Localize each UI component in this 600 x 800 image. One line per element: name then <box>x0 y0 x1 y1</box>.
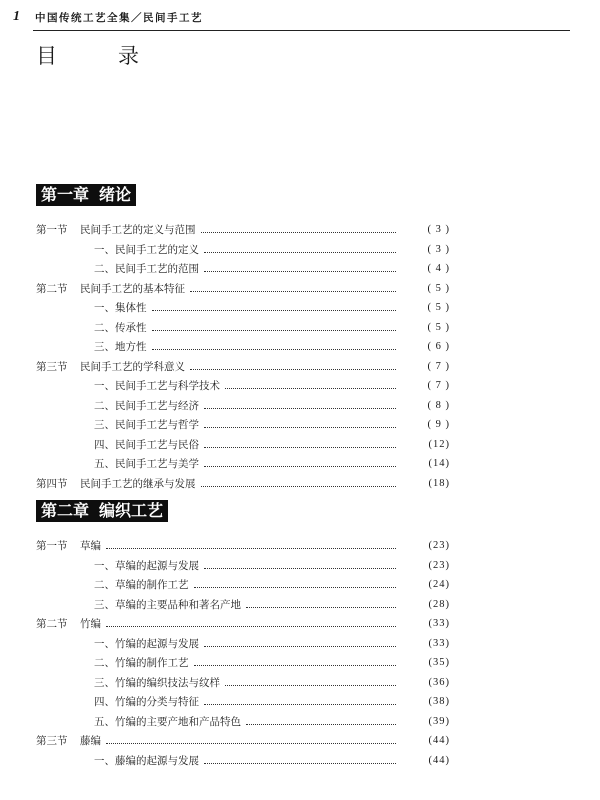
entry-text <box>94 754 396 768</box>
dot-leader <box>106 626 396 627</box>
entry-text <box>94 715 396 729</box>
toc-subsection-row[interactable] <box>36 676 450 690</box>
page-ref: (36) <box>428 676 450 688</box>
entry-title: 一、草编的起源与发展 <box>94 559 199 572</box>
entry-text <box>80 539 396 553</box>
entry-text <box>94 578 396 592</box>
chapter-number: 第一章 <box>41 185 90 204</box>
entry-text <box>94 321 396 335</box>
entry-title: 二、草编的制作工艺 <box>94 579 189 591</box>
entry-title: 民间手工艺的基本特征 <box>80 282 185 295</box>
toc-subsection-row[interactable] <box>36 418 450 432</box>
toc-subsection-row[interactable] <box>36 598 450 612</box>
page-ref: ( 8 ) <box>427 399 450 411</box>
entry-title: 藤编 <box>80 735 101 747</box>
toc-subsection-row[interactable] <box>36 637 450 651</box>
page-header <box>0 0 600 32</box>
entry-title: 一、竹编的起源与发展 <box>94 637 199 650</box>
entry-text <box>94 559 396 573</box>
dot-leader <box>152 349 397 350</box>
toc-subsection-row[interactable] <box>36 379 450 393</box>
toc-subsection-row[interactable] <box>36 715 450 729</box>
entry-text <box>94 457 396 471</box>
entry-text <box>94 418 396 432</box>
page-ref: ( 9 ) <box>427 419 450 430</box>
dot-leader <box>204 704 396 705</box>
entry-title: 四、竹编的分类与特征 <box>94 696 199 708</box>
page-ref: (24) <box>428 579 450 590</box>
toc-subsection-row[interactable] <box>36 243 450 257</box>
entry-text <box>94 301 396 315</box>
toc-section-row[interactable] <box>36 223 450 237</box>
entry-text <box>80 282 396 296</box>
dot-leader <box>204 568 396 569</box>
entry-title: 二、传承性 <box>94 321 147 334</box>
page-ref: ( 6 ) <box>427 341 450 352</box>
dot-leader <box>204 271 396 272</box>
entry-title: 三、地方性 <box>94 341 147 353</box>
entry-text <box>94 695 396 709</box>
dot-leader <box>194 587 397 588</box>
page-ref: (33) <box>428 618 450 629</box>
entry-text <box>94 243 396 257</box>
entry-text <box>80 360 396 374</box>
page-ref: ( 3 ) <box>427 224 450 235</box>
entry-text <box>80 223 396 237</box>
page-ref: ( 7 ) <box>427 380 450 391</box>
toc-subsection-row[interactable] <box>36 559 450 573</box>
header-rule <box>33 30 570 31</box>
entry-text <box>94 399 396 413</box>
page-ref: ( 7 ) <box>427 360 450 372</box>
toc-subsection-row[interactable] <box>36 399 450 413</box>
toc-subsection-row[interactable] <box>36 754 450 768</box>
dot-leader <box>152 310 397 311</box>
page-ref: (38) <box>428 696 450 707</box>
dot-leader <box>204 466 396 467</box>
toc-subsection-row[interactable] <box>36 656 450 670</box>
entry-text <box>94 379 396 393</box>
page-ref: ( 4 ) <box>427 263 450 274</box>
entry-text <box>80 617 396 631</box>
toc-subsection-row[interactable] <box>36 438 450 452</box>
running-title: 中国传统工艺全集／民间手工艺 <box>35 12 203 24</box>
dot-leader <box>190 369 396 370</box>
page-ref: (18) <box>428 477 450 489</box>
entry-title: 一、藤编的起源与发展 <box>94 754 199 767</box>
toc-title: 目 录 <box>36 44 159 68</box>
dot-leader <box>201 486 397 487</box>
dot-leader <box>204 763 396 764</box>
page-ref: (44) <box>428 735 450 746</box>
section-number: 第二节 <box>36 282 68 295</box>
dot-leader <box>204 427 396 428</box>
entry-text <box>94 637 396 651</box>
entry-title: 一、民间手工艺的定义 <box>94 243 199 256</box>
chapter-title: 编织工艺 <box>99 501 164 520</box>
toc-subsection-row[interactable] <box>36 340 450 354</box>
entry-text <box>94 340 396 354</box>
section-number: 第二节 <box>36 618 68 630</box>
dot-leader <box>106 548 396 549</box>
dot-leader <box>225 388 396 389</box>
entry-text <box>94 598 396 612</box>
entry-title: 二、竹编的制作工艺 <box>94 657 189 669</box>
entry-title: 一、民间手工艺与科学技术 <box>94 380 220 392</box>
dot-leader <box>204 447 396 448</box>
entry-text <box>80 477 396 491</box>
page-ref: (23) <box>428 559 450 571</box>
dot-leader <box>204 646 396 647</box>
dot-leader <box>204 408 396 409</box>
toc-section-row[interactable] <box>36 734 450 748</box>
page-ref: (14) <box>428 458 450 469</box>
page-ref: (35) <box>428 657 450 668</box>
entry-title: 二、民间手工艺的范围 <box>94 263 199 275</box>
page-number: 1 <box>13 9 20 24</box>
page-ref: (39) <box>428 715 450 727</box>
toc-subsection-row[interactable] <box>36 695 450 709</box>
page-ref: ( 5 ) <box>427 302 450 313</box>
dot-leader <box>204 252 396 253</box>
page-ref: ( 5 ) <box>427 321 450 333</box>
page-ref: ( 3 ) <box>427 243 450 255</box>
dot-leader <box>106 743 396 744</box>
entry-title: 民间手工艺的学科意义 <box>80 360 185 373</box>
entry-title: 五、竹编的主要产地和产品特色 <box>94 715 241 728</box>
entry-title: 民间手工艺的定义与范围 <box>80 224 196 236</box>
entry-title: 四、民间手工艺与民俗 <box>94 438 199 451</box>
entry-text <box>94 676 396 690</box>
section-number: 第一节 <box>36 224 68 236</box>
dot-leader <box>190 291 396 292</box>
entry-title: 民间手工艺的继承与发展 <box>80 477 196 490</box>
page-ref: (44) <box>428 754 450 766</box>
toc-section-row[interactable] <box>36 477 450 491</box>
section-number: 第一节 <box>36 540 68 552</box>
section-number: 第四节 <box>36 477 68 490</box>
page-ref: (28) <box>428 598 450 610</box>
dot-leader <box>152 330 397 331</box>
toc-subsection-row[interactable] <box>36 578 450 592</box>
entry-title: 一、集体性 <box>94 302 147 314</box>
section-number: 第三节 <box>36 735 68 747</box>
toc-subsection-row[interactable] <box>36 262 450 276</box>
page-ref: (33) <box>428 637 450 649</box>
toc-section-row[interactable] <box>36 539 450 553</box>
dot-leader <box>246 607 396 608</box>
chapter-heading <box>36 184 136 206</box>
chapter-number: 第二章 <box>41 501 90 520</box>
entry-text <box>94 438 396 452</box>
page-ref: (12) <box>428 438 450 450</box>
toc-section-row[interactable] <box>36 282 450 296</box>
entry-title: 三、草编的主要品种和著名产地 <box>94 598 241 611</box>
entry-title: 三、民间手工艺与哲学 <box>94 419 199 431</box>
toc-subsection-row[interactable] <box>36 457 450 471</box>
dot-leader <box>201 232 397 233</box>
page-ref: ( 5 ) <box>427 282 450 294</box>
dot-leader <box>225 685 396 686</box>
dot-leader <box>194 665 397 666</box>
toc-subsection-row[interactable] <box>36 301 450 315</box>
entry-title: 草编 <box>80 540 101 552</box>
entry-title: 二、民间手工艺与经济 <box>94 399 199 412</box>
toc-subsection-row[interactable] <box>36 321 450 335</box>
chapter-title: 绪论 <box>99 185 132 204</box>
section-number: 第三节 <box>36 360 68 373</box>
toc-section-row[interactable] <box>36 617 450 631</box>
entry-text <box>94 656 396 670</box>
toc-section-row[interactable] <box>36 360 450 374</box>
entry-text <box>80 734 396 748</box>
entry-text <box>94 262 396 276</box>
dot-leader <box>246 724 396 725</box>
chapter-heading <box>36 500 168 522</box>
entry-title: 五、民间手工艺与美学 <box>94 458 199 470</box>
page-ref: (23) <box>428 540 450 551</box>
entry-title: 三、竹编的编织技法与纹样 <box>94 676 220 689</box>
entry-title: 竹编 <box>80 618 101 630</box>
